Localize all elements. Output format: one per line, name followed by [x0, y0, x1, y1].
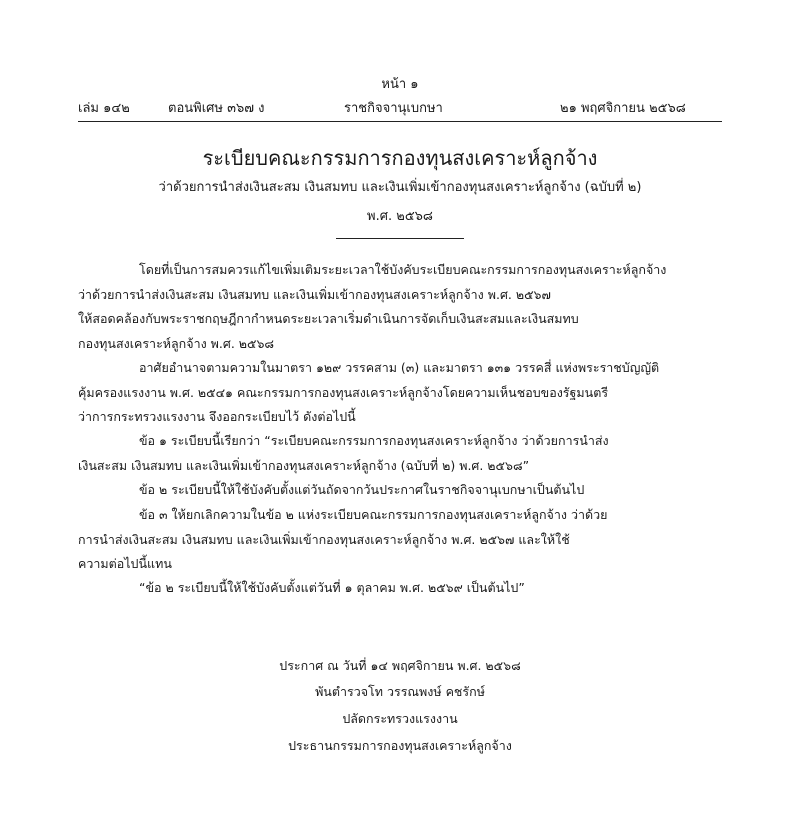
header-date: ๒๑ พฤศจิกายน ๒๕๖๘	[560, 101, 686, 116]
document-subtitle: ว่าด้วยการนำส่งเงินสะสม เงินสมทบ และเงินเพิ่มเข้ากองทุนสงเคราะห์ลูกจ้าง (ฉบับที่ ๒)	[158, 180, 642, 195]
header-rule	[78, 121, 722, 122]
text-line: ว่าการกระทรวงแรงงาน จึงออกระเบียบไว้ ดังต่อไปนี้	[78, 409, 356, 424]
signatory-position: ปลัดกระทรวงแรงงาน	[342, 711, 458, 726]
text-line: โดยที่เป็นการสมควรแก้ไขเพิ่มเติมระยะเวลาใช้บังคับระเบียบคณะกรรมการกองทุนสงเคราะห์ลูกจ้าง	[139, 262, 667, 277]
text-line: ข้อ ๒ ระเบียบนี้ให้ใช้บังคับตั้งแต่วันถัดจากวันประกาศในราชกิจจานุเบกษาเป็นต้นไป	[139, 482, 585, 497]
text-line: อาศัยอำนาจตามความในมาตรา ๑๒๙ วรรคสาม (๓) และมาตรา ๑๓๑ วรรคสี่ แห่งพระราชบัญญัติ	[139, 360, 660, 375]
clause-1	[78, 429, 722, 478]
header-section: ตอนพิเศษ ๓๖๗ ง	[168, 101, 265, 116]
signatory-name: พันตำรวจโท วรรณพงษ์ คชรักษ์	[315, 684, 485, 699]
document-year: พ.ศ. ๒๕๖๘	[367, 209, 433, 224]
gazette-header	[0, 102, 800, 118]
document-title: ระเบียบคณะกรรมการกองทุนสงเคราะห์ลูกจ้าง	[202, 146, 598, 170]
text-line: ข้อ ๑ ระเบียบนี้เรียกว่า “ระเบียบคณะกรรมการกองทุนสงเคราะห์ลูกจ้าง ว่าด้วยการนำส่ง	[139, 433, 609, 448]
clause-2	[78, 478, 722, 503]
header-publication: ราชกิจจานุเบกษา	[344, 101, 443, 116]
amended-clause-2	[78, 576, 722, 601]
text-line: การนำส่งเงินสะสม เงินสมทบ และเงินเพิ่มเข้ากองทุนสงเคราะห์ลูกจ้าง พ.ศ. ๒๕๖๗ และให้ใช้	[78, 531, 570, 547]
title-divider	[336, 238, 464, 239]
clause-3	[78, 503, 722, 577]
authority-paragraph	[78, 356, 722, 430]
text-line: ว่าด้วยการนำส่งเงินสะสม เงินสมทบ และเงินเพิ่มเข้ากองทุนสงเคราะห์ลูกจ้าง พ.ศ. ๒๕๖๗	[78, 286, 551, 302]
announcement-date: ประกาศ ณ วันที่ ๑๔ พฤศจิกายน พ.ศ. ๒๕๖๘	[279, 658, 521, 673]
page-number: หน้า ๑	[381, 77, 419, 92]
text-line: “ข้อ ๒ ระเบียบนี้ให้ใช้บังคับตั้งแต่วันที่ ๑ ตุลาคม พ.ศ. ๒๕๖๙ เป็นต้นไป”	[139, 580, 525, 595]
text-line: ข้อ ๓ ให้ยกเลิกความในข้อ ๒ แห่งระเบียบคณะกรรมการกองทุนสงเคราะห์ลูกจ้าง ว่าด้วย	[139, 507, 608, 522]
text-line: ให้สอดคล้องกับพระราชกฤษฎีกากำหนดระยะเวลาเริ่มดำเนินการจัดเก็บเงินสะสมและเงินสมทบ	[78, 311, 579, 326]
text-line: กองทุนสงเคราะห์ลูกจ้าง พ.ศ. ๒๕๖๘	[78, 335, 275, 351]
header-volume: เล่ม ๑๔๒	[78, 101, 130, 116]
preamble-paragraph	[78, 258, 722, 356]
text-line: ความต่อไปนี้แทน	[78, 556, 172, 571]
text-line: เงินสะสม เงินสมทบ และเงินเพิ่มเข้ากองทุนสงเคราะห์ลูกจ้าง (ฉบับที่ ๒) พ.ศ. ๒๕๖๘”	[78, 457, 530, 473]
signatory-title: ประธานกรรมการกองทุนสงเคราะห์ลูกจ้าง	[288, 738, 512, 753]
text-line: คุ้มครองแรงงาน พ.ศ. ๒๕๔๑ คณะกรรมการกองทุนสงเคราะห์ลูกจ้างโดยความเห็นชอบของรัฐมนตรี	[78, 384, 609, 400]
